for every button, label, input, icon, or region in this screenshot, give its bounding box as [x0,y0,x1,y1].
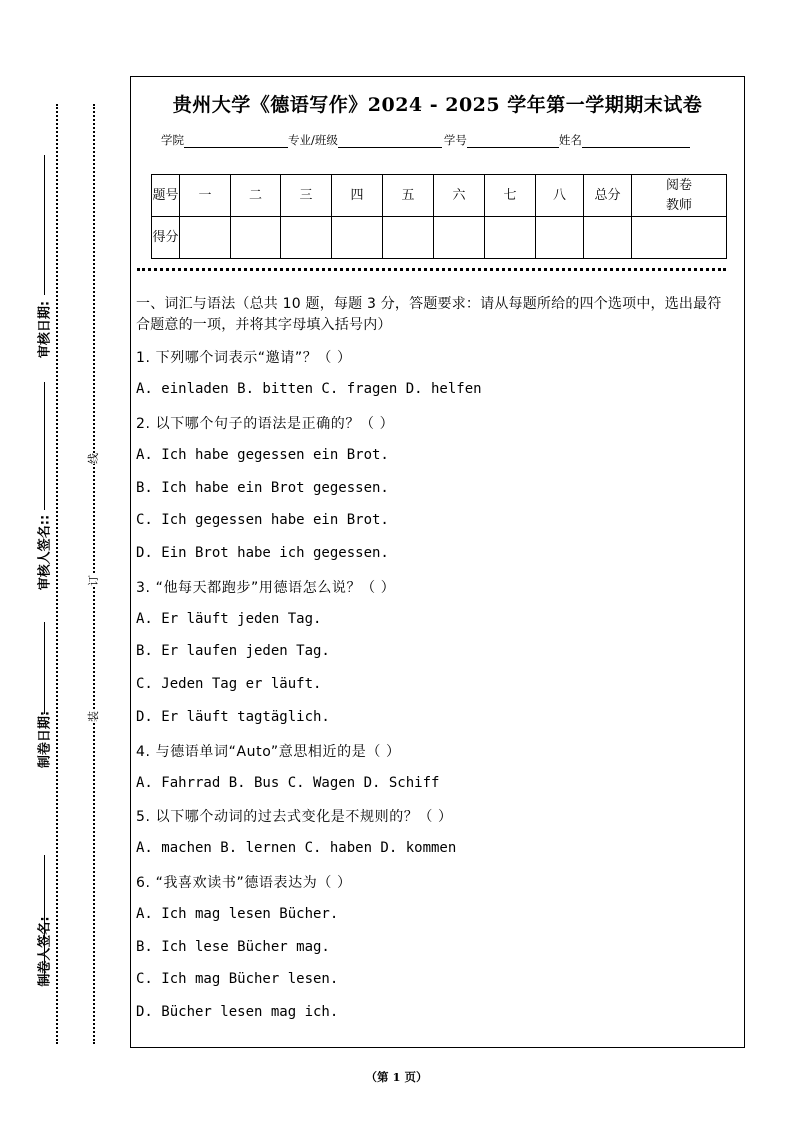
question-6: 6. “我喜欢读书”德语表达为（ ） [136,875,352,891]
binding-char-ding: 订 [87,575,100,586]
row-label-question-number: 题号 [152,175,180,217]
exam-frame [130,76,745,1048]
col-header: 五 [383,175,434,217]
question-2-option-a: A. Ich habe gegessen ein Brot. [136,447,389,463]
name-label: 姓名 [558,133,582,147]
maker-date-line [44,622,45,714]
score-cell[interactable] [536,217,584,259]
question-1: 1. 下列哪个词表示“邀请”？（ ） [136,350,352,366]
question-2-option-b: B. Ich habe ein Brot gegessen. [136,480,389,496]
score-cell[interactable] [434,217,485,259]
maker-signature-label: 制卷人签名: [37,916,53,987]
col-header-reviewer: 阅卷教师 [632,175,727,217]
question-6-option-b: B. Ich lese Bücher mag. [136,939,330,955]
left-dotted-line [56,104,58,1044]
review-date-line [44,155,45,295]
name-field[interactable] [582,134,690,148]
major-field[interactable] [338,134,442,148]
question-3-option-d: D. Er läuft tagtäglich. [136,709,330,725]
binding-dotted-line [93,104,95,1044]
question-6-option-d: D. Bücher lesen mag ich. [136,1004,339,1020]
question-6-option-c: C. Ich mag Bücher lesen. [136,971,339,987]
question-2-option-d: D. Ein Brot habe ich gegessen. [136,545,389,561]
binding-char-zhuang: 装 [87,711,100,722]
question-4-options: A. Fahrrad B. Bus C. Wagen D. Schiff [136,775,440,791]
col-header-total: 总分 [584,175,632,217]
col-header: 六 [434,175,485,217]
page-number: （第 1 页） [365,1070,428,1084]
maker-date-label: 制卷日期: [37,710,53,769]
score-table [151,174,727,259]
question-6-option-a: A. Ich mag lesen Bücher. [136,906,339,922]
section-divider [137,268,726,271]
col-header: 四 [332,175,383,217]
col-header: 一 [180,175,231,217]
question-3-option-b: B. Er laufen jeden Tag. [136,643,330,659]
question-3-option-c: C. Jeden Tag er läuft. [136,676,322,692]
score-cell[interactable] [383,217,434,259]
student-id-field[interactable] [467,134,559,148]
question-2: 2. 以下哪个句子的语法是正确的？（ ） [136,416,395,432]
student-id-label: 学号 [443,133,467,147]
reviewer-signature-line [44,382,45,510]
exam-title: 贵州大学《德语写作》2024 - 2025 学年第一学期期末试卷 [172,94,703,116]
col-header: 七 [485,175,536,217]
question-3: 3. “他每天都跑步”用德语怎么说？（ ） [136,580,396,596]
question-5: 5. 以下哪个动词的过去式变化是不规则的？（ ） [136,809,453,825]
col-header: 八 [536,175,584,217]
section-1-heading: 一、词汇与语法（总共 10 题，每题 3 分，答题要求：请从每题所给的四个选项中，选出最符合题意的一项，并将其字母填入括号内） [136,296,722,333]
binding-char-xian: 线 [87,453,100,464]
col-header: 三 [281,175,332,217]
score-cell[interactable] [485,217,536,259]
student-info-row [161,132,690,148]
score-cell[interactable] [231,217,281,259]
score-cell[interactable] [332,217,383,259]
score-cell[interactable] [180,217,231,259]
col-header: 二 [231,175,281,217]
reviewer-signature-label: 审核人签名:: [37,514,53,591]
question-1-options: A. einladen B. bitten C. fragen D. helfen [136,381,482,397]
reviewer-cell[interactable] [632,217,727,259]
college-field[interactable] [184,134,288,148]
major-label: 专业/班级 [288,133,338,147]
question-2-option-c: C. Ich gegessen habe ein Brot. [136,512,389,528]
score-cell-total[interactable] [584,217,632,259]
row-label-score: 得分 [152,217,180,259]
review-date-label: 审核日期: [37,300,53,359]
question-5-options: A. machen B. lernen C. haben D. kommen [136,840,457,856]
question-4: 4. 与德语单词“Auto”意思相近的是（ ） [136,744,401,760]
college-label: 学院 [161,133,184,147]
score-cell[interactable] [281,217,332,259]
question-3-option-a: A. Er läuft jeden Tag. [136,611,322,627]
